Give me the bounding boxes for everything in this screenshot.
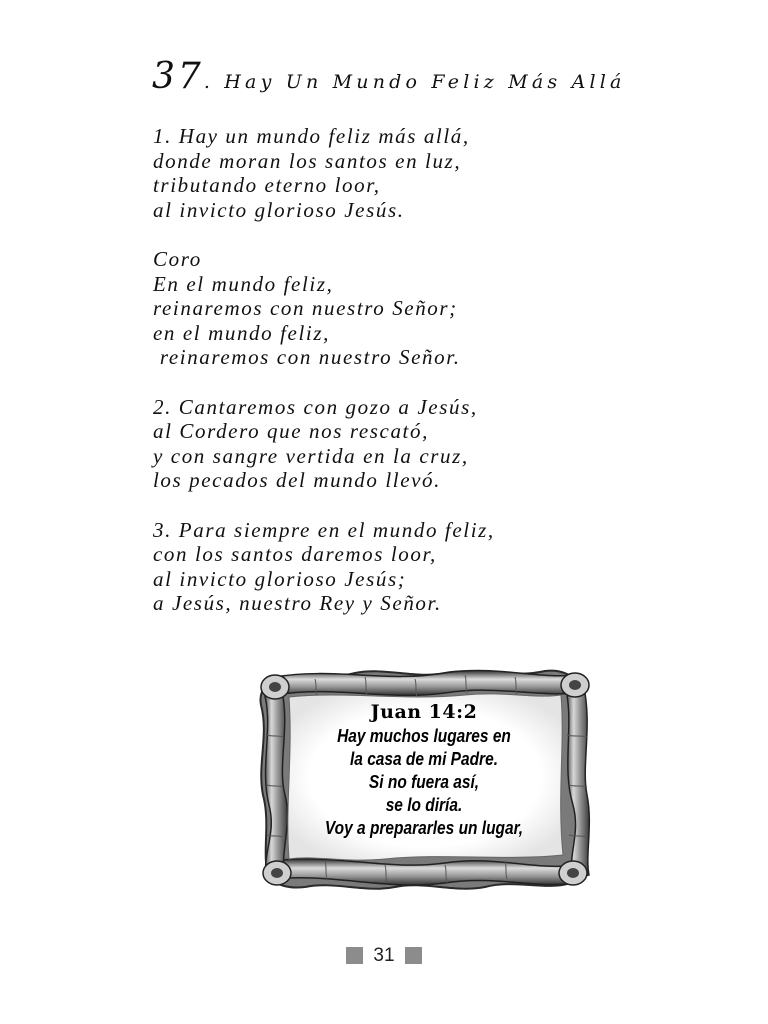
lyric-line: los pecados del mundo llevó. — [153, 468, 442, 493]
hymn-number: 37 — [152, 56, 204, 97]
scripture-line: Voy a prepararles un lugar, — [324, 818, 524, 838]
page-footer — [0, 944, 768, 967]
scripture-line: Si no fuera así, — [368, 772, 480, 792]
footer-square-right — [405, 947, 422, 964]
lyric-line: al Cordero que nos rescató, — [153, 419, 429, 444]
scripture-text — [295, 699, 553, 840]
hymn-title-text: . Hay Un Mundo Feliz Más Allá — [203, 71, 626, 93]
scripture-line: se lo diría. — [385, 795, 463, 815]
lyric-line: al invicto glorioso Jesús. — [153, 197, 405, 222]
footer-square-left — [346, 947, 363, 964]
scripture-scroll — [255, 665, 593, 890]
lyric-line: al invicto glorioso Jesús; — [153, 566, 407, 591]
lyric-line: 2. Cantaremos con gozo a Jesús, — [153, 394, 478, 419]
lyric-line: reinaremos con nuestro Señor; — [153, 296, 458, 321]
stanza-3 — [153, 518, 713, 616]
scripture-line: Hay muchos lugares en — [337, 726, 511, 746]
page-number: 31 — [373, 945, 395, 966]
lyric-line: reinaremos con nuestro Señor. — [153, 345, 461, 370]
stanza-1 — [153, 124, 713, 222]
lyric-line: en el mundo feliz, — [153, 320, 330, 345]
lyric-line: 3. Para siempre en el mundo feliz, — [153, 517, 495, 542]
scripture-line: la casa de mi Padre. — [349, 749, 499, 769]
chorus-heading: Coro — [153, 246, 202, 271]
stanza-2 — [153, 395, 713, 493]
lyric-line: y con sangre vertida en la cruz, — [153, 443, 469, 468]
lyric-line: donde moran los santos en luz, — [153, 148, 462, 173]
lyric-line: 1. Hay un mundo feliz más allá, — [153, 124, 470, 148]
scripture-reference: Juan 14:2 — [370, 701, 478, 723]
lyric-line: con los santos daremos loor, — [153, 542, 437, 567]
lyric-line: tributando eterno loor, — [153, 173, 381, 198]
lyric-line: a Jesús, nuestro Rey y Señor. — [153, 591, 442, 616]
chorus — [153, 247, 713, 370]
hymn-title — [152, 56, 626, 97]
lyric-line: En el mundo feliz, — [153, 271, 334, 296]
lyrics — [153, 124, 713, 640]
